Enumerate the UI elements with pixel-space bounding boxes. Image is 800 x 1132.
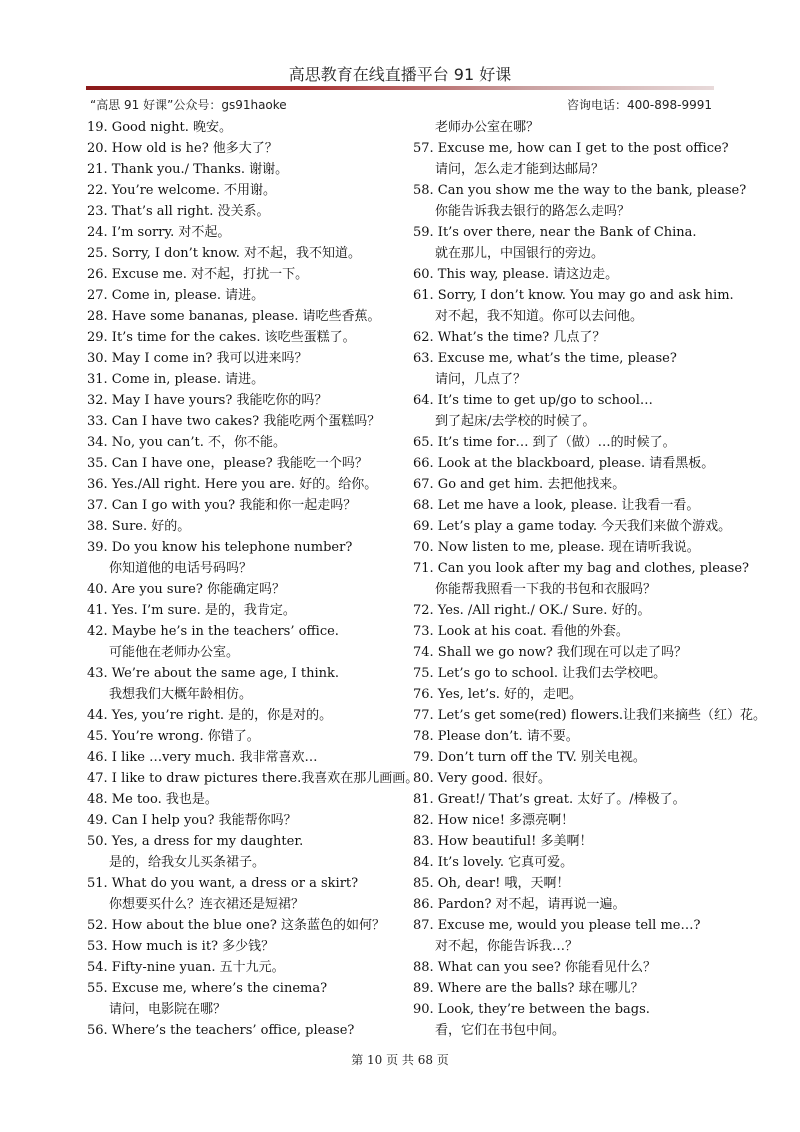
phrase-line: 39. Do you know his telephone number?	[87, 540, 353, 555]
phrase-line: 49. Can I help you? 我能帮你吗？	[87, 813, 297, 828]
phrase-line: 46. I like …very much. 我非常喜欢…	[87, 750, 318, 765]
phrase-line: 48. Me too. 我也是。	[87, 792, 218, 807]
header-divider	[86, 86, 714, 90]
page-number: 第 10 页 共 68 页	[351, 1053, 449, 1067]
phrase-line: 84. It’s lovely. 它真可爱。	[413, 855, 574, 870]
phrase-line: 22. You’re welcome. 不用谢。	[87, 183, 277, 198]
phrase-line: 50. Yes, a dress for my daughter.	[87, 834, 304, 849]
phrase-line: 你想要买什么？连衣裙还是短裙？	[109, 897, 305, 912]
phrase-line: 70. Now listen to me, please. 现在请听我说。	[413, 540, 700, 555]
phrase-line: 30. May I come in? 我可以进来吗？	[87, 351, 308, 366]
phrase-line: 53. How much is it? 多少钱？	[87, 939, 275, 954]
phrase-line: 76. Yes, let’s. 好的，走吧。	[413, 687, 583, 702]
phrase-line: 对不起，你能告诉我…？	[435, 939, 579, 954]
phrase-line: 90. Look, they’re between the bags.	[413, 1002, 650, 1017]
phrase-line: 看，它们在书包中间。	[435, 1023, 566, 1038]
phrase-line: 82. How nice! 多漂亮啊！	[413, 813, 575, 828]
phrase-line: 34. No, you can’t. 不，你不能。	[87, 435, 286, 450]
phrase-line: 61. Sorry, I don’t know. You may go and ask him.	[413, 288, 734, 303]
phrase-line: 67. Go and get him. 去把他找来。	[413, 477, 626, 492]
phrase-line: 20. How old is he? 他多大了？	[87, 141, 278, 156]
phrase-line: 21. Thank you./ Thanks. 谢谢。	[87, 162, 289, 177]
phrase-line: 51. What do you want, a dress or a skirt?	[87, 876, 359, 891]
phrase-line: 36. Yes./All right. Here you are. 好的。给你。	[87, 477, 378, 492]
phrase-line: 43. We’re about the same age, I think.	[87, 666, 340, 681]
phrase-line: 27. Come in, please. 请进。	[87, 288, 265, 303]
phrase-line: 24. I’m sorry. 对不起。	[87, 225, 231, 240]
phrase-line: 44. Yes, you’re right. 是的，你是对的。	[87, 708, 333, 723]
phrase-line: 你知道他的电话号码吗？	[109, 561, 253, 576]
phrase-line: 79. Don’t turn off the TV. 别关电视。	[413, 750, 646, 765]
phrase-line: 38. Sure. 好的。	[87, 519, 191, 534]
phrase-line: 你能帮我照看一下我的书包和衣服吗？	[435, 582, 657, 597]
phrase-line: 我想我们大概年龄相仿。	[109, 687, 253, 702]
phrase-line: 是的，给我女儿买条裙子。	[109, 855, 266, 870]
phrase-line: 68. Let me have a look, please. 让我看一看。	[413, 498, 700, 513]
phrase-line: 35. Can I have one，please? 我能吃一个吗？	[87, 456, 368, 471]
phrase-line: 52. How about the blue one? 这条蓝色的如何？	[87, 918, 385, 933]
phrase-line: 老师办公室在哪？	[435, 120, 540, 135]
phrase-line: 就在那儿，中国银行的旁边。	[435, 246, 605, 261]
phrase-line: 54. Fifty-nine yuan. 五十九元。	[87, 960, 285, 975]
wechat-account-label: “高思 91 好课”公众号：gs91haoke	[90, 98, 287, 112]
phrase-line: 89. Where are the balls? 球在哪儿？	[413, 981, 644, 996]
phrase-line: 71. Can you look after my bag and clothes, please?	[413, 561, 749, 576]
phrase-line: 到了起床/去学校的时候了。	[435, 414, 596, 429]
phrase-line: 59. It’s over there, near the Bank of China.	[413, 225, 697, 240]
phrase-line: 28. Have some bananas, please. 请吃些香蕉。	[87, 309, 381, 324]
phrase-line: 60. This way, please. 请这边走。	[413, 267, 619, 282]
phrase-line: 65. It’s time for… 到了（做）…的时候了。	[413, 435, 676, 450]
phrase-line: 42. Maybe he’s in the teachers’ office.	[87, 624, 339, 639]
phrase-line: 57. Excuse me, how can I get to the post office?	[413, 141, 729, 156]
phrase-line: 33. Can I have two cakes? 我能吃两个蛋糕吗？	[87, 414, 381, 429]
phrase-line: 请问，几点了？	[435, 372, 527, 387]
phrase-line: 81. Great!/ That’s great. 太好了。/棒极了。	[413, 792, 686, 807]
phrase-line: 37. Can I go with you? 我能和你一起走吗？	[87, 498, 357, 513]
phrase-line: 62. What’s the time? 几点了？	[413, 330, 606, 345]
phrase-line: 85. Oh, dear! 哦，天啊！	[413, 876, 570, 891]
phrase-line: 78. Please don’t. 请不要。	[413, 729, 579, 744]
phrase-line: 72. Yes. /All right./ OK./ Sure. 好的。	[413, 603, 651, 618]
phrase-line: 23. That’s all right. 没关系。	[87, 204, 270, 219]
phrase-line: 73. Look at his coat. 看他的外套。	[413, 624, 629, 639]
right-column	[413, 117, 767, 1041]
phrase-line: 58. Can you show me the way to the bank, please?	[413, 183, 747, 198]
page-title: 高思教育在线直播平台 91 好课	[288, 65, 512, 84]
left-column	[87, 117, 419, 1041]
phrase-line: 你能告诉我去银行的路怎么走吗？	[435, 204, 631, 219]
phrase-line: 41. Yes. I’m sure. 是的，我肯定。	[87, 603, 296, 618]
phrase-line: 55. Excuse me, where’s the cinema?	[87, 981, 328, 996]
phrase-line: 请问，电影院在哪？	[109, 1002, 227, 1017]
phrase-line: 88. What can you see? 你能看见什么？	[413, 960, 657, 975]
phrase-line: 45. You’re wrong. 你错了。	[87, 729, 260, 744]
phrase-line: 77. Let’s get some(red) flowers.让我们来摘些（红）花。	[413, 708, 767, 723]
phrase-line: 87. Excuse me, would you please tell me…?	[413, 918, 701, 933]
contact-phone-label: 咨询电话：400-898-9991	[566, 98, 712, 112]
phrase-line: 56. Where’s the teachers’ office, please?	[87, 1023, 355, 1038]
phrase-line: 29. It’s time for the cakes. 该吃些蛋糕了。	[87, 330, 356, 345]
phrase-line: 63. Excuse me, what’s the time, please?	[413, 351, 677, 366]
phrase-line: 26. Excuse me. 对不起，打扰一下。	[87, 267, 309, 282]
phrase-line: 80. Very good. 很好。	[413, 771, 551, 786]
phrase-line: 25. Sorry, I don’t know. 对不起，我不知道。	[87, 246, 362, 261]
phrase-line: 32. May I have yours? 我能吃你的吗？	[87, 393, 328, 408]
phrase-line: 31. Come in, please. 请进。	[87, 372, 265, 387]
phrase-line: 74. Shall we go now? 我们现在可以走了吗？	[413, 645, 687, 660]
phrase-line: 75. Let’s go to school. 让我们去学校吧。	[413, 666, 667, 681]
phrase-line: 64. It’s time to get up/go to school…	[413, 393, 653, 408]
phrase-line: 可能他在老师办公室。	[109, 645, 240, 660]
phrase-line: 66. Look at the blackboard, please. 请看黑板。	[413, 456, 715, 471]
phrase-line: 对不起，我不知道。你可以去问他。	[435, 309, 644, 324]
phrase-line: 请问，怎么走才能到达邮局？	[435, 162, 605, 177]
phrase-line: 19. Good night. 晚安。	[87, 120, 233, 135]
phrase-line: 69. Let’s play a game today. 今天我们来做个游戏。	[413, 519, 732, 534]
phrase-line: 47. I like to draw pictures there.我喜欢在那儿画画。	[87, 771, 419, 786]
phrase-line: 40. Are you sure? 你能确定吗？	[87, 582, 285, 597]
phrase-line: 83. How beautiful! 多美啊！	[413, 834, 593, 849]
phrase-line: 86. Pardon? 对不起，请再说一遍。	[413, 897, 626, 912]
